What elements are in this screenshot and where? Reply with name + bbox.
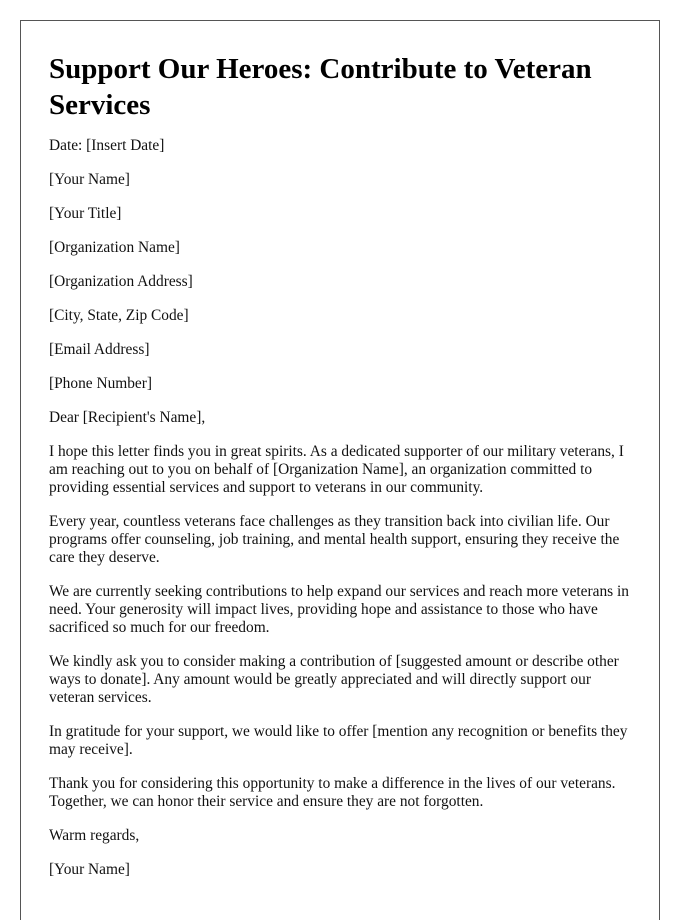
body-paragraph: Thank you for considering this opportunity to make a difference in the lives of our veterans. Together, we can honor their service and ensure they are not forgotten. [49, 775, 616, 810]
signature-name: [Your Name] [49, 861, 130, 878]
letter-content [49, 51, 639, 895]
sender-title: [Your Title] [49, 205, 122, 222]
body-paragraph: Every year, countless veterans face challenges as they transition back into civilian life. Our programs offer counseling, job training, and mental health support, ensuring they receive the care they deserve. [49, 513, 620, 566]
sender-city-state-zip: [City, State, Zip Code] [49, 307, 189, 324]
letter-page [20, 20, 660, 920]
sender-phone: [Phone Number] [49, 375, 153, 392]
salutation: Dear [Recipient's Name], [49, 409, 206, 426]
body-paragraph: In gratitude for your support, we would like to offer [mention any recognition or benefits they may receive]. [49, 723, 628, 758]
letter-title: Support Our Heroes: Contribute to Veteran Services [49, 53, 592, 121]
sender-organization: [Organization Name] [49, 239, 180, 256]
body-paragraph: I hope this letter finds you in great spirits. As a dedicated supporter of our military veterans, I am reaching out to you on behalf of [Organization Name], an organization committed to providing essential services and support to veterans in our community. [49, 443, 624, 496]
sender-email: [Email Address] [49, 341, 150, 358]
sender-address: [Organization Address] [49, 273, 193, 290]
body-paragraph: We are currently seeking contributions to help expand our services and reach more veterans in need. Your generosity will impact lives, providing hope and assistance to those who have sacrificed so much for our freedom. [49, 583, 629, 636]
date-line: Date: [Insert Date] [49, 137, 165, 154]
closing: Warm regards, [49, 827, 140, 844]
body-paragraph: We kindly ask you to consider making a contribution of [suggested amount or describe other ways to donate]. Any amount would be greatly appreciated and will directly support our veteran services. [49, 653, 619, 706]
sender-name: [Your Name] [49, 171, 130, 188]
